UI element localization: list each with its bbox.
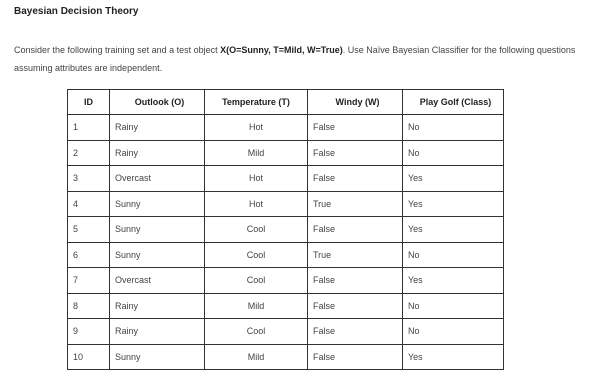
cell-id: 9 <box>68 319 110 345</box>
cell-class: No <box>403 242 504 268</box>
cell-class: Yes <box>403 344 504 370</box>
cell-temperature: Hot <box>205 166 308 192</box>
cell-id: 6 <box>68 242 110 268</box>
cell-outlook: Sunny <box>110 191 205 217</box>
intro-text-after: . Use Naïve Bayesian Classifier for the following questions assuming attributes are independent. <box>14 45 576 73</box>
table-row <box>68 191 504 217</box>
cell-windy: False <box>308 217 403 243</box>
cell-outlook: Overcast <box>110 166 205 192</box>
table-row <box>68 242 504 268</box>
cell-temperature: Cool <box>205 217 308 243</box>
header-temperature: Temperature (T) <box>205 90 308 115</box>
table-header-row <box>68 90 504 115</box>
cell-windy: False <box>308 268 403 294</box>
cell-class: Yes <box>403 217 504 243</box>
cell-temperature: Mild <box>205 344 308 370</box>
cell-outlook: Rainy <box>110 293 205 319</box>
cell-id: 5 <box>68 217 110 243</box>
cell-temperature: Cool <box>205 319 308 345</box>
header-class: Play Golf (Class) <box>403 90 504 115</box>
cell-id: 2 <box>68 140 110 166</box>
cell-windy: False <box>308 115 403 141</box>
header-id: ID <box>68 90 110 115</box>
cell-outlook: Rainy <box>110 140 205 166</box>
table-row <box>68 293 504 319</box>
table-body <box>68 115 504 370</box>
header-outlook: Outlook (O) <box>110 90 205 115</box>
cell-windy: True <box>308 242 403 268</box>
cell-windy: False <box>308 319 403 345</box>
cell-temperature: Hot <box>205 115 308 141</box>
table-row <box>68 166 504 192</box>
table-row <box>68 217 504 243</box>
cell-temperature: Mild <box>205 140 308 166</box>
cell-windy: False <box>308 344 403 370</box>
page-title: Bayesian Decision Theory <box>14 6 139 17</box>
cell-windy: True <box>308 191 403 217</box>
cell-id: 7 <box>68 268 110 294</box>
cell-outlook: Overcast <box>110 268 205 294</box>
table-row <box>68 268 504 294</box>
cell-class: No <box>403 115 504 141</box>
cell-outlook: Sunny <box>110 242 205 268</box>
intro-paragraph <box>14 41 589 77</box>
table-row <box>68 319 504 345</box>
cell-temperature: Cool <box>205 268 308 294</box>
cell-id: 1 <box>68 115 110 141</box>
header-windy: Windy (W) <box>308 90 403 115</box>
cell-id: 8 <box>68 293 110 319</box>
cell-class: No <box>403 319 504 345</box>
cell-windy: False <box>308 166 403 192</box>
cell-outlook: Sunny <box>110 344 205 370</box>
cell-class: Yes <box>403 191 504 217</box>
table-row <box>68 140 504 166</box>
test-object: X(O=Sunny, T=Mild, W=True) <box>220 45 343 55</box>
cell-outlook: Rainy <box>110 115 205 141</box>
cell-class: Yes <box>403 166 504 192</box>
cell-id: 4 <box>68 191 110 217</box>
intro-text-before: Consider the following training set and a test object <box>14 45 221 55</box>
cell-class: Yes <box>403 268 504 294</box>
cell-id: 3 <box>68 166 110 192</box>
cell-outlook: Sunny <box>110 217 205 243</box>
table-row <box>68 344 504 370</box>
cell-class: No <box>403 293 504 319</box>
cell-windy: False <box>308 293 403 319</box>
cell-outlook: Rainy <box>110 319 205 345</box>
cell-temperature: Cool <box>205 242 308 268</box>
cell-class: No <box>403 140 504 166</box>
training-set-table <box>67 89 504 370</box>
cell-id: 10 <box>68 344 110 370</box>
cell-windy: False <box>308 140 403 166</box>
cell-temperature: Mild <box>205 293 308 319</box>
cell-temperature: Hot <box>205 191 308 217</box>
table-row <box>68 115 504 141</box>
